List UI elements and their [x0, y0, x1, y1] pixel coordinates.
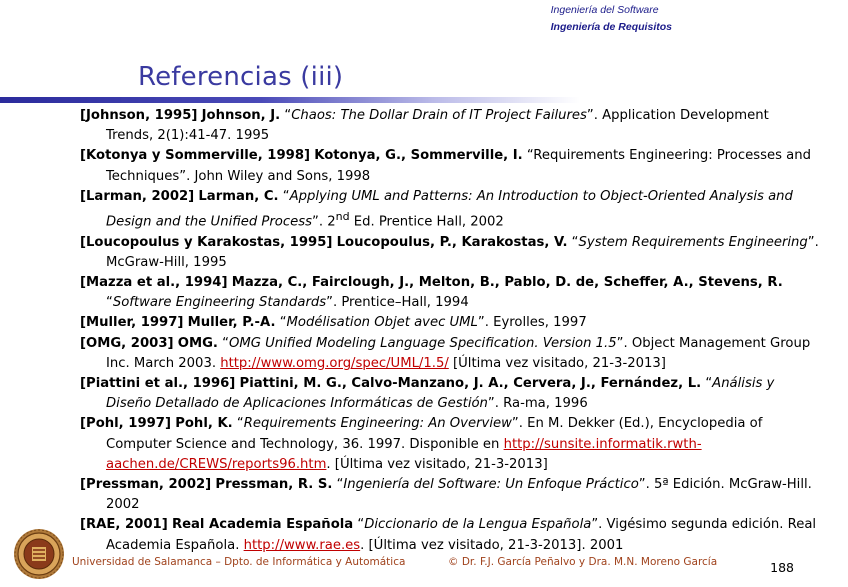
reference-text: [Última vez visitado, 21-3-2013]: [448, 355, 666, 371]
reference-authors: Piattini, M. G., Calvo-Manzano, J. A., Cervera, J., Fernández, L.: [239, 376, 702, 392]
reference-text: ”. En M. Dekker (Ed.), Encyclopedia of Computer Science and Technology, 36. 1997. Disponible en: [106, 416, 763, 452]
reference-text: “: [236, 416, 244, 432]
reference-text: “: [282, 188, 290, 204]
reference-text: ”. 2: [311, 214, 336, 230]
reference-key: [Larman, 2002]: [80, 188, 195, 204]
reference-text: ”. 5ª Edición. McGraw-Hill. 2002: [106, 477, 812, 513]
reference-key: [Mazza et al., 1994]: [80, 275, 228, 291]
reference-authors: OMG.: [177, 335, 218, 351]
reference-entry: [80, 233, 820, 273]
reference-authors: Mazza, C., Fairclough, J., Melton, B., Pablo, D. de, Scheffer, A., Stevens, R.: [231, 275, 783, 291]
reference-title: Diccionario de la Lengua Española: [364, 517, 592, 533]
reference-authors: Johnson, J.: [201, 108, 281, 123]
reference-text: Ed. Prentice Hall, 2002: [349, 214, 504, 230]
reference-list: [80, 106, 820, 556]
reference-text: “: [284, 108, 292, 123]
reference-text: “: [357, 517, 365, 533]
reference-text: ”. Application Development Trends, 2(1):41-47. 1995: [106, 108, 769, 144]
reference-title: Requirements Engineering: An Overview: [243, 416, 512, 432]
reference-key: [Muller, 1997]: [80, 315, 184, 331]
reference-link[interactable]: http://www.omg.org/spec/UML/1.5/: [220, 355, 449, 371]
reference-entry: [80, 334, 820, 374]
reference-text: ”. Ra-ma, 1996: [487, 396, 588, 412]
footer-university: Universidad de Salamanca – Dpto. de Informática y Automática: [72, 556, 406, 568]
reference-entry: [80, 475, 820, 515]
reference-key: [Piattini et al., 1996]: [80, 376, 236, 392]
reference-authors: Larman, C.: [198, 188, 279, 204]
subject-label: Ingeniería del Software: [550, 4, 659, 16]
reference-text: “: [336, 477, 344, 493]
reference-entry: [80, 374, 820, 414]
reference-text: ”. Prentice–Hall, 1994: [326, 295, 469, 311]
reference-title: OMG Unified Modeling Language Specification. Version 1.5: [228, 335, 617, 351]
reference-text: “: [571, 234, 579, 250]
reference-authors: Muller, P.-A.: [187, 315, 276, 331]
reference-superscript: nd: [335, 210, 350, 224]
reference-title: Análisis y Diseño Detallado de Aplicaciones Informáticas de Gestión: [106, 376, 775, 412]
reference-text: ”. Eyrolles, 1997: [477, 315, 587, 331]
reference-entry: [80, 273, 820, 313]
reference-title: Applying UML and Patterns: An Introduction to Object-Oriented Analysis and Design and the Unified Process: [106, 188, 793, 230]
reference-key: [Pressman, 2002]: [80, 477, 212, 493]
reference-title: Modélisation Objet avec UML: [286, 315, 478, 331]
reference-link[interactable]: http://sunsite.informatik.rwth-aachen.de/CREWS/reports96.htm: [106, 436, 702, 472]
page-number: 188: [770, 560, 794, 575]
reference-text: “: [279, 315, 287, 331]
title-underline: [0, 97, 580, 103]
reference-text: . [Última vez visitado, 21-3-2013]: [326, 456, 548, 472]
reference-key: [Loucopoulus y Karakostas, 1995]: [80, 234, 333, 250]
reference-entry: [80, 414, 820, 475]
reference-text: “Requirements Engineering: Processes and Techniques”. John Wiley and Sons, 1998: [106, 148, 811, 184]
reference-key: [Kotonya y Sommerville, 1998]: [80, 148, 311, 164]
footer-copyright: © Dr. F.J. García Peñalvo y Dra. M.N. Moreno García: [448, 556, 718, 568]
reference-key: [OMG, 2003]: [80, 335, 174, 351]
reference-key: [RAE, 2001]: [80, 517, 168, 533]
reference-authors: Pohl, K.: [175, 416, 233, 432]
reference-link[interactable]: http://www.rae.es: [243, 537, 361, 553]
reference-key: [Johnson, 1995]: [80, 108, 198, 123]
slide-title: Referencias (iii): [138, 62, 344, 92]
reference-title: System Requirements Engineering: [578, 234, 808, 250]
reference-text: ”. Object Management Group Inc. March 2003.: [106, 335, 811, 371]
reference-text: ”. McGraw-Hill, 1995: [106, 234, 819, 270]
reference-entry: [80, 106, 820, 146]
reference-authors: Real Academia Española: [171, 517, 354, 533]
reference-text: ”. Vigésimo segunda edición. Real Academia Española.: [106, 517, 817, 553]
reference-authors: Kotonya, G., Sommerville, I.: [314, 148, 523, 164]
reference-text: . [Última vez visitado, 21-3-2013]. 2001: [360, 537, 624, 553]
reference-entry: [80, 515, 820, 555]
reference-authors: Pressman, R. S.: [215, 477, 333, 493]
reference-entry: [80, 146, 820, 186]
reference-title: Software Engineering Standards: [112, 295, 327, 311]
university-seal-logo: [11, 528, 67, 580]
reference-title: Ingeniería del Software: Un Enfoque Práctico: [343, 477, 639, 493]
reference-entry: [80, 187, 820, 233]
reference-key: [Pohl, 1997]: [80, 416, 171, 432]
reference-entry: [80, 313, 820, 333]
reference-authors: Loucopoulus, P., Karakostas, V.: [336, 234, 568, 250]
reference-text: “: [705, 376, 713, 392]
reference-text: “: [222, 335, 229, 351]
course-header: [551, 2, 672, 36]
reference-text: “: [106, 295, 113, 311]
reference-title: Chaos: The Dollar Drain of IT Project Failures: [291, 108, 587, 123]
course-label: Ingeniería de Requisitos: [550, 21, 672, 33]
